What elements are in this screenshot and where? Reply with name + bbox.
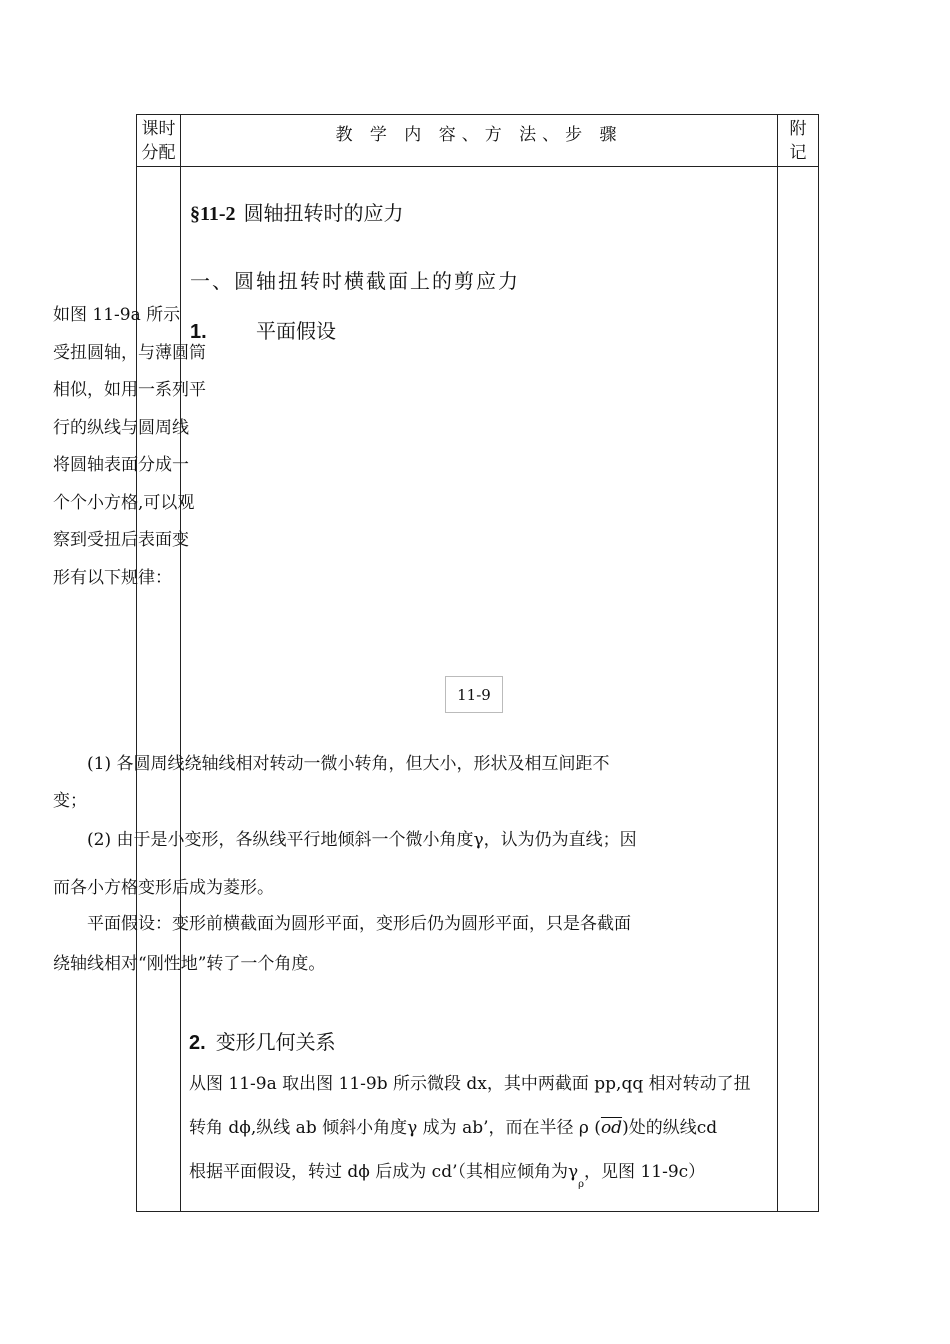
header-time-allocation (137, 117, 180, 165)
subheading-geometry (189, 1026, 336, 1055)
subheading-text: 平面假设 (256, 319, 336, 343)
side-paragraph-line: 如图 11-9a 所示 (53, 305, 181, 325)
geometry-paragraph (189, 1062, 773, 1207)
radius-symbol-od: $\overline{od}$ (600, 1118, 623, 1138)
plane-assumption-paragraph: 平面假设：变形前横截面为圆形平面，变形后仍为圆形平面，只是各截面绕轴线相对“刚性地”转了一个角度。 (53, 914, 631, 974)
rule-1-paragraph: (1) 各圆周线绕轴线相对转动一微小转角，但大小，形状及相互间距不变； (53, 754, 610, 811)
side-paragraph-line: 行的纵线与圆周线 (53, 417, 189, 438)
subheading-number: 1. (190, 321, 207, 343)
geometry-line (189, 1106, 773, 1150)
geometry-text: 根据平面假设，转过 dϕ 后成为 cd’（其相应倾角为γ (189, 1162, 579, 1182)
subheading-text: 变形几何关系 (215, 1030, 336, 1054)
heading-shear-stress: 一、圆轴扭转时横截面上的剪应力 (190, 269, 520, 293)
section-title-text: 圆轴扭转时的应力 (243, 201, 404, 225)
section-title (190, 197, 770, 226)
rule-2-paragraph: (2) 由于是小变形，各纵线平行地倾斜一个微小角度γ，认为仍为直线；因而各小方格变形后成为菱形。 (53, 830, 637, 898)
header-left-line2: 分配 (141, 143, 176, 163)
subheading-plane-assumption (190, 315, 770, 344)
header-divider (137, 166, 818, 167)
side-paragraph-line: 形有以下规律： (53, 567, 172, 588)
section-number: §11-2 (190, 203, 236, 225)
geometry-line (189, 1150, 773, 1207)
side-paragraph-line: 将圆轴表面分成一 (53, 455, 189, 475)
subheading-number: 2. (189, 1032, 206, 1054)
geometry-text: 转角 dϕ,纵线 ab 倾斜小角度γ 成为 ab’，而在半径 ρ ( (189, 1118, 601, 1138)
geometry-text: )处的纵线cd (622, 1118, 718, 1138)
header-right-line1: 附 (789, 119, 807, 139)
header-teaching-content: 教 学 内 容、方 法、步 骤 (335, 125, 623, 145)
side-paragraph (53, 297, 223, 597)
rho-subscript: ρ (578, 1179, 585, 1190)
geometry-line: 从图 11-9a 取出图 11-9b 所示微段 dx，其中两截面 pp,qq 相对转动了扭 (189, 1074, 751, 1094)
header-notes (778, 117, 818, 165)
column-divider-right (777, 115, 778, 1211)
column-divider-left (180, 115, 181, 1211)
geometry-text: ，见图 11-9c） (584, 1162, 706, 1182)
figure-placeholder: 11-9 (445, 676, 503, 713)
header-right-line2: 记 (789, 143, 807, 163)
side-paragraph-line: 受扭圆轴，与薄圆筒 (53, 342, 206, 363)
side-paragraph-line: 察到受扭后表面变 (53, 530, 189, 550)
side-paragraph-line: 个个小方格,可以观 (53, 492, 195, 513)
side-paragraph-line: 相似，如用一系列平 (53, 380, 206, 400)
header-left-line1: 课时 (141, 119, 176, 139)
